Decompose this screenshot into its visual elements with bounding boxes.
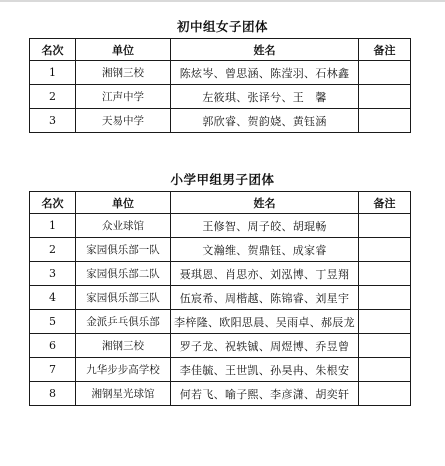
header-rank: 名次 [30,192,76,214]
note-cell [359,61,411,85]
header-names: 姓名 [171,192,359,214]
rank-cell: 1 [30,214,76,238]
unit-cell: 家园俱乐部一队 [76,238,171,262]
names-cell: 左筱琪、张译兮、王 馨 [171,85,359,109]
note-cell [359,358,411,382]
unit-cell: 金派乒乓俱乐部 [76,310,171,334]
table-row [30,286,411,310]
rank-cell: 1 [30,61,76,85]
unit-cell: 九华步步高学校 [76,358,171,382]
header-note: 备注 [359,39,411,61]
names-cell: 聂琪恩、肖思亦、刘泓博、丁昱翔 [171,262,359,286]
names-cell: 王修智、周子皎、胡琨畅 [171,214,359,238]
top-border-line [0,0,445,2]
header-unit: 单位 [76,192,171,214]
header-note: 备注 [359,192,411,214]
unit-cell: 湘钢星光球馆 [76,382,171,406]
girls-junior-team-table [29,38,411,133]
table-row [30,262,411,286]
rank-cell: 4 [30,286,76,310]
table-row [30,61,411,85]
unit-cell: 湘钢三校 [76,61,171,85]
rank-cell: 6 [30,334,76,358]
names-cell: 何若飞、喻子熙、李彦潇、胡奕轩 [171,382,359,406]
note-cell [359,286,411,310]
unit-cell: 众业球馆 [76,214,171,238]
note-cell [359,85,411,109]
table-row [30,109,411,133]
table1-header-row [30,39,411,61]
unit-cell: 天易中学 [76,109,171,133]
table2-title: 小学甲组男子团体 [170,172,275,187]
note-cell [359,109,411,133]
table2-header-row [30,192,411,214]
names-cell: 陈炫岑、曾思涵、陈滢羽、石林鑫 [171,61,359,85]
table-row [30,382,411,406]
table1-title: 初中组女子团体 [176,19,268,34]
names-cell: 郭欣睿、贺韵娆、黄钰涵 [171,109,359,133]
table-row [30,358,411,382]
header-names: 姓名 [171,39,359,61]
rank-cell: 7 [30,358,76,382]
note-cell [359,382,411,406]
rank-cell: 8 [30,382,76,406]
rank-cell: 2 [30,85,76,109]
note-cell [359,262,411,286]
unit-cell: 家园俱乐部三队 [76,286,171,310]
rank-cell: 3 [30,109,76,133]
note-cell [359,238,411,262]
note-cell [359,310,411,334]
names-cell: 李佳毓、王世凯、孙昊冉、朱根安 [171,358,359,382]
unit-cell: 湘钢三校 [76,334,171,358]
header-unit: 单位 [76,39,171,61]
table-row [30,85,411,109]
unit-cell: 家园俱乐部二队 [76,262,171,286]
table-row [30,214,411,238]
table-row [30,310,411,334]
boys-primary-team-table [29,191,411,406]
names-cell: 伍宸希、周楷越、陈锦睿、刘星宇 [171,286,359,310]
rank-cell: 5 [30,310,76,334]
unit-cell: 江声中学 [76,85,171,109]
names-cell: 文瀚维、贺鼎钰、成家睿 [171,238,359,262]
header-rank: 名次 [30,39,76,61]
rank-cell: 3 [30,262,76,286]
names-cell: 李梓隆、欧阳思晨、吴雨卓、郝辰龙 [171,310,359,334]
rank-cell: 2 [30,238,76,262]
table-row [30,334,411,358]
names-cell: 罗子龙、祝轶铖、周煜博、乔昱曾 [171,334,359,358]
note-cell [359,214,411,238]
table-row [30,238,411,262]
note-cell [359,334,411,358]
